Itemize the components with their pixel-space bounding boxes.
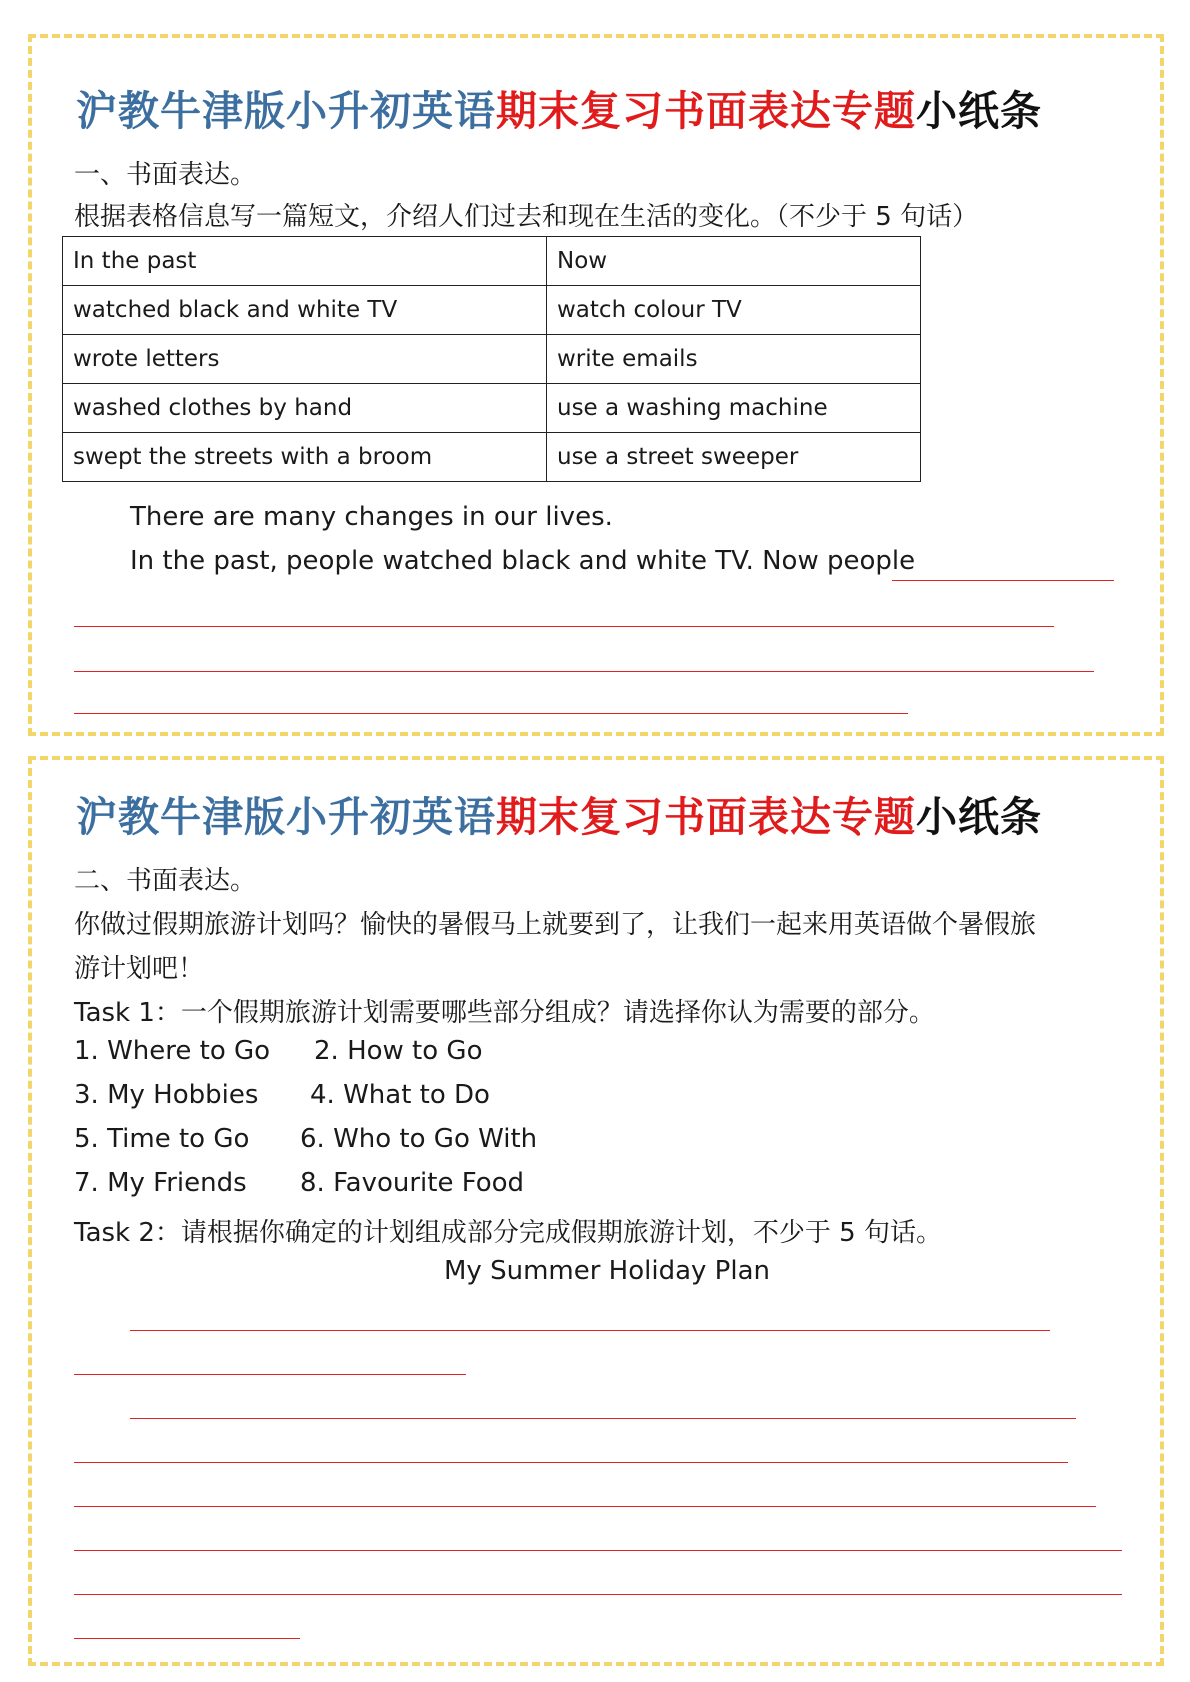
answer-line[interactable] bbox=[74, 1550, 1122, 1551]
answer-line[interactable] bbox=[74, 1506, 1096, 1507]
answer-line[interactable] bbox=[74, 713, 908, 714]
intro-line-2: 游计划吧！ bbox=[74, 954, 205, 984]
option-item: 8. Favourite Food bbox=[300, 1168, 525, 1198]
option-item: 7. My Friends bbox=[74, 1168, 247, 1198]
sentence-1: There are many changes in our lives. bbox=[130, 502, 613, 532]
title-part-red: 期末复习书面表达专题 bbox=[496, 87, 916, 135]
instruction: 根据表格信息写一篇短文，介绍人们过去和现在生活的变化。（不少于 5 句话） bbox=[74, 202, 979, 232]
worksheet-card-2 bbox=[28, 756, 1164, 1666]
answer-line[interactable] bbox=[130, 1418, 1076, 1419]
title-part-red: 期末复习书面表达专题 bbox=[496, 793, 916, 841]
title-part-blue: 沪教牛津版小升初英语 bbox=[76, 87, 496, 135]
table-cell: write emails bbox=[547, 335, 921, 384]
title-part-blue: 沪教牛津版小升初英语 bbox=[76, 793, 496, 841]
answer-line[interactable] bbox=[74, 671, 1094, 672]
option-item: 2. How to Go bbox=[314, 1036, 483, 1066]
option-item: 6. Who to Go With bbox=[300, 1124, 538, 1154]
option-item: 3. My Hobbies bbox=[74, 1080, 259, 1110]
table-cell: use a washing machine bbox=[547, 384, 921, 433]
header-now: Now bbox=[547, 237, 921, 286]
section-heading: 一、书面表达。 bbox=[74, 160, 257, 190]
card-title bbox=[76, 784, 1042, 843]
title-part-black: 小纸条 bbox=[916, 87, 1042, 135]
answer-line[interactable] bbox=[74, 626, 1054, 627]
option-item: 1. Where to Go bbox=[74, 1036, 271, 1066]
table-row bbox=[63, 433, 921, 482]
table-cell: watch colour TV bbox=[547, 286, 921, 335]
table-cell: watched black and white TV bbox=[63, 286, 547, 335]
option-item: 5. Time to Go bbox=[74, 1124, 250, 1154]
answer-line[interactable] bbox=[74, 1374, 466, 1375]
table-cell: swept the streets with a broom bbox=[63, 433, 547, 482]
task-1: Task 1：一个假期旅游计划需要哪些部分组成？请选择你认为需要的部分。 bbox=[74, 998, 935, 1028]
answer-line[interactable] bbox=[892, 580, 1114, 581]
title-part-black: 小纸条 bbox=[916, 793, 1042, 841]
past-now-table bbox=[62, 236, 921, 482]
plan-title: My Summer Holiday Plan bbox=[444, 1256, 770, 1286]
card-title bbox=[76, 78, 1042, 137]
table-row bbox=[63, 384, 921, 433]
answer-line[interactable] bbox=[74, 1594, 1122, 1595]
table-cell: use a street sweeper bbox=[547, 433, 921, 482]
sentence-2: In the past, people watched black and white TV. Now people bbox=[130, 546, 916, 576]
table-cell: washed clothes by hand bbox=[63, 384, 547, 433]
answer-line[interactable] bbox=[74, 1638, 300, 1639]
section-heading: 二、书面表达。 bbox=[74, 866, 257, 896]
table-cell: wrote letters bbox=[63, 335, 547, 384]
intro-line-1: 你做过假期旅游计划吗？愉快的暑假马上就要到了，让我们一起来用英语做个暑假旅 bbox=[74, 910, 1037, 940]
table-header-row bbox=[63, 237, 921, 286]
option-item: 4. What to Do bbox=[310, 1080, 490, 1110]
answer-line[interactable] bbox=[130, 1330, 1050, 1331]
header-past: In the past bbox=[63, 237, 547, 286]
table-row bbox=[63, 286, 921, 335]
table-row bbox=[63, 335, 921, 384]
task-2: Task 2：请根据你确定的计划组成部分完成假期旅游计划，不少于 5 句话。 bbox=[74, 1218, 942, 1248]
worksheet-card-1 bbox=[28, 34, 1164, 736]
answer-line[interactable] bbox=[74, 1462, 1068, 1463]
